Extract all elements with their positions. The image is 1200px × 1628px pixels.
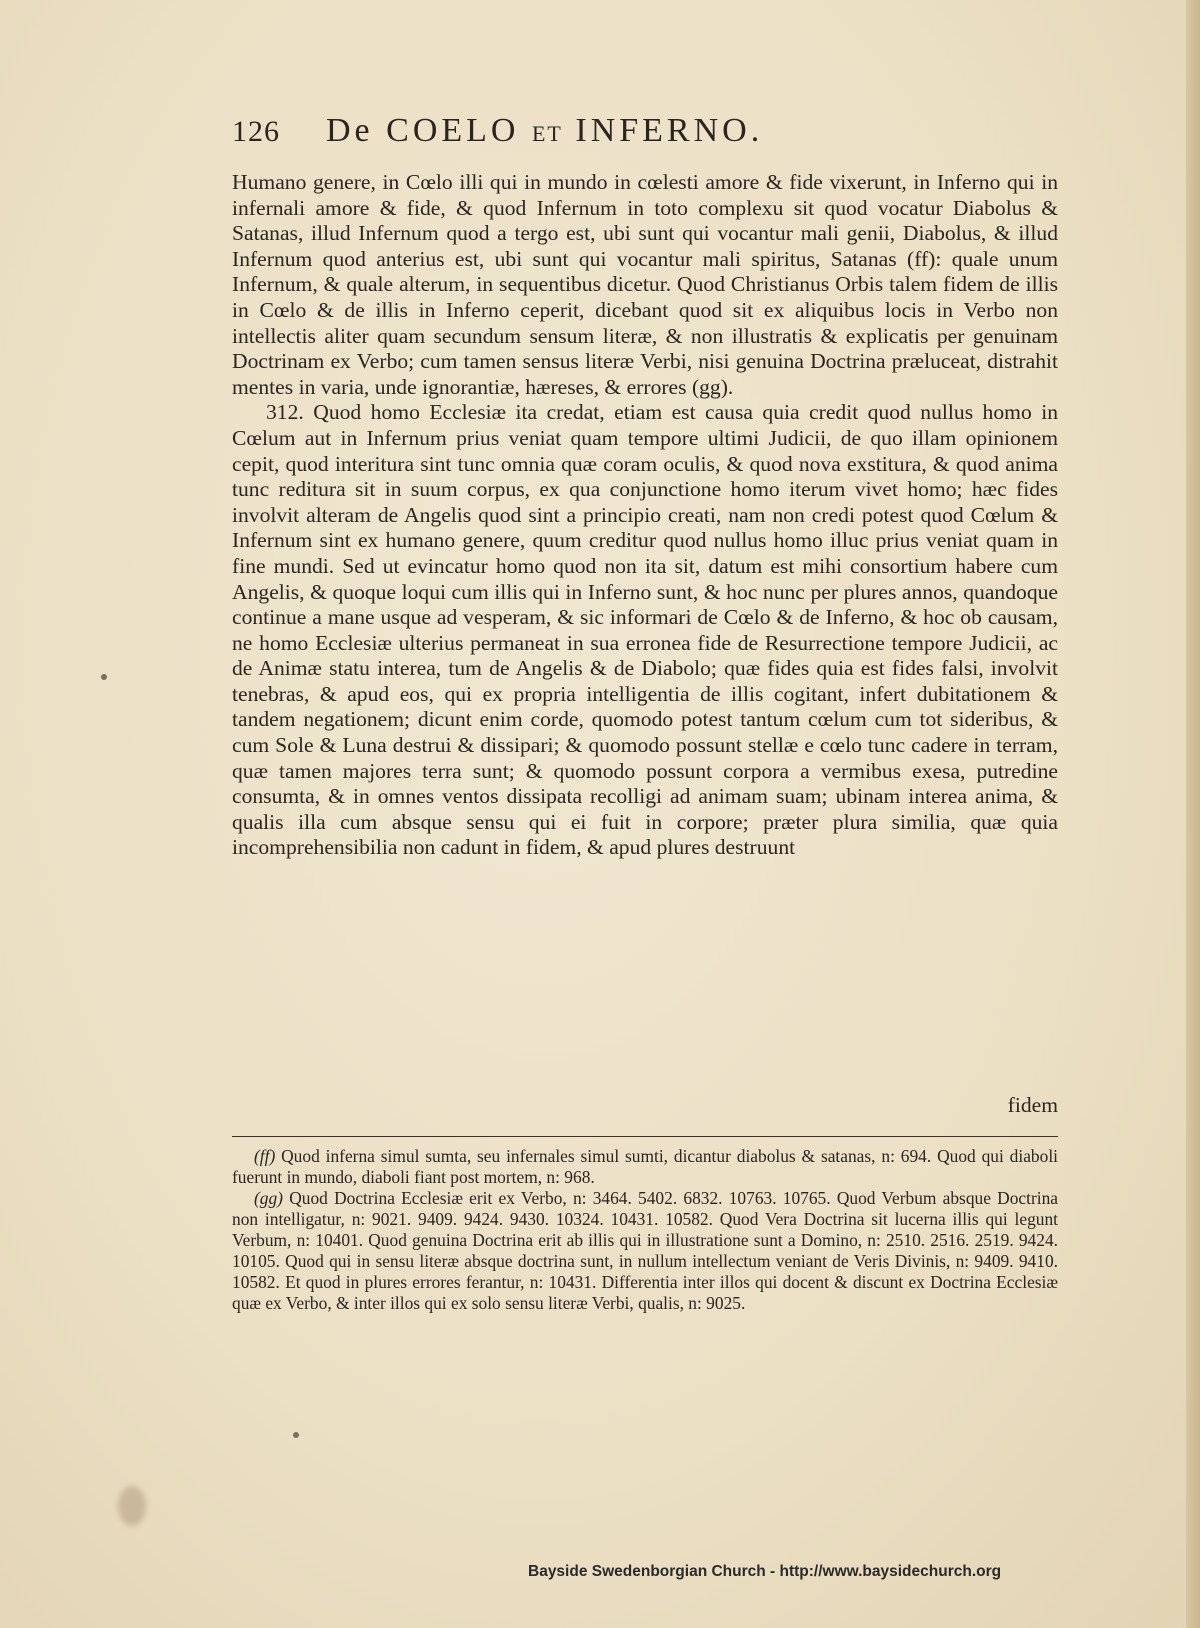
footnote-rule — [232, 1136, 1058, 1137]
title-de: De — [326, 112, 374, 149]
running-header — [232, 112, 1022, 150]
footnote-ff — [232, 1146, 1058, 1188]
footnote-gg-text: Quod Doctrina Ecclesiæ erit ex Verbo, n: 3464. 5402. 6832. 10763. 10765. Quod Verbum absque Doctrina non intelligatur, n: 9021. 9409. 9424. 9430. 10324. 10431. 10582. Quod Vera Doctrina sit lucerna illis qui legunt Verbum, n: 10401. Quod genuina Doctrina erit ab illis qui in illustratione sunt a Domino, n: 2510. 2516. 2519. 9424. 10105. Quod qui in sensu literæ absque doctrina sunt, in nullum intellectum veniant de Veris Divinis, n: 9409. 9410. 10582. Et quod in plures errores ferantur, n: 10431. Differentia inter illos qui docent & discunt ex Doctrina Ecclesiæ quæ ex Verbo, & inter illos qui ex solo sensu literæ Verbi, qualis, n: 9025. — [232, 1188, 1058, 1313]
title-inferno: INFERNO. — [575, 112, 764, 149]
running-title — [326, 112, 763, 150]
paragraph-continued: Humano genere, in Cœlo illi qui in mundo in cœlesti amore & fide vixerunt, in Inferno qui in infernali amore & fide, & quod Infernum in toto complexu sit quod vocatur Diabolus & Satanas, illud Infernum quod a tergo est, ubi sunt qui vocantur mali genii, Diabolus, & illud Infernum quod anterius est, ubi sunt qui vocantur mali spiritus, Satanas (ff): quale unum Infernum, & quale alterum, in sequentibus dicetur. Quod Christianus Orbis talem fidem de illis in Cœlo & de illis in Inferno ceperit, dicebant quod sit ex aliquibus locis in Verbo non intellectis aliter quam secundum sensum literæ, & non illustratis & explicatis per genuinam Doctrinam ex Verbo; cum tamen sensus literæ Verbi, nisi genuina Doctrina præluceat, distrahit mentes in varia, unde ignorantiæ, hæreses, & errores (gg). — [232, 170, 1058, 399]
paper-stain — [118, 1486, 146, 1526]
ink-speck — [101, 674, 107, 680]
ink-speck — [293, 1432, 299, 1438]
footnotes — [232, 1146, 1058, 1314]
footnote-ff-text: Quod inferna simul sumta, seu infernales simul sumti, dicantur diabolus & satanas, n: 694. Quod qui diaboli fuerunt in mundo, diaboli fiant post mortem, n: 968. — [232, 1146, 1058, 1187]
footnote-ff-mark: (ff) — [254, 1146, 276, 1166]
title-et: ET — [531, 121, 563, 146]
footnote-gg-mark: (gg) — [254, 1188, 283, 1208]
footnote-gg — [232, 1188, 1058, 1314]
main-text — [232, 170, 1058, 861]
footer-credit: Bayside Swedenborgian Church - http://www.baysidechurch.org — [528, 1563, 1002, 1580]
page-edge — [1186, 0, 1200, 1628]
title-coelo: COELO — [386, 112, 520, 149]
catchword: fidem — [1007, 1093, 1058, 1117]
page-number: 126 — [232, 115, 280, 148]
paragraph-312: 312. Quod homo Ecclesiæ ita credat, etiam est causa quia credit quod nullus homo in Cœlum aut in Infernum prius veniat quam tempore ultimi Judicii, de quo illam opinionem cepit, quod interitura sint tunc omnia quæ coram oculis, & quod nova exstitura, & quod anima tunc reditura sit in suum corpus, ex qua conjunctione homo iterum vivet homo; hæc fides involvit alteram de Angelis quod sint a principio creati, nam non credi potest quod Cœlum & Infernum sint ex humano genere, quum creditur quod nullus homo illuc prius veniat quam in fine mundi. Sed ut evincatur homo quod non ita sit, datum est mihi consortium habere cum Angelis, & quoque loqui cum illis qui in Inferno sunt, & hoc nunc per plures annos, quandoque continue a mane usque ad vesperam, & sic informari de Cœlo & de Inferno, & hoc ob causam, ne homo Ecclesiæ ulterius permaneat in sua erronea fide de Resurrectione tempore Judicii, ac de Animæ statu interea, tum de Angelis & de Diabolo; quæ fides quia est fides falsi, involvit tenebras, & apud eos, qui ex propria intelligentia de illis cogitant, infert dubitationem & tandem negationem; dicunt enim corde, quomodo potest tantum cœlum cum tot sideribus, & cum Sole & Luna destrui & dissipari; & quomodo possunt stellæ e cœlo tunc cadere in terram, quæ tamen majores terra sunt; & quomodo possunt corpora a vermibus exesa, putredine consumta, & in omnes ventos dissipata recolligi ad animam suam; ubinam interea anima, & qualis illa cum absque sensu qui ei fuit in corpore; præter plura similia, quæ quia incomprehensibilia non cadunt in fidem, & apud plures destruunt — [232, 400, 1058, 860]
